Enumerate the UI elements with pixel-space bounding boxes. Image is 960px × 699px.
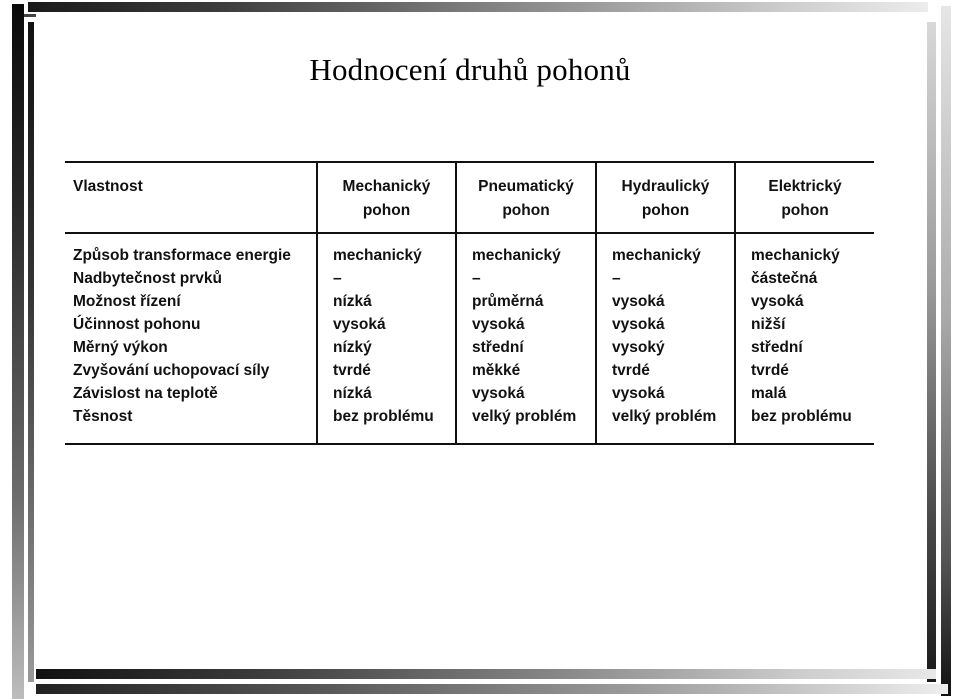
- row-pneumatic: vysoká: [472, 385, 525, 402]
- row-property: Těsnost: [73, 408, 133, 425]
- header-mechanical-line2: pohon: [362, 202, 411, 219]
- header-electric: [736, 175, 874, 223]
- row-mechanical: nízký: [333, 339, 372, 356]
- frame-left-inner-bar: [28, 22, 34, 682]
- row-electric: bez problému: [751, 408, 852, 425]
- header-electric-line1: Elektrický: [768, 178, 842, 195]
- row-hydraulic: vysoká: [612, 316, 665, 333]
- comparison-table: [65, 161, 874, 445]
- row-hydraulic: vysoký: [612, 339, 665, 356]
- header-property-label: Vlastnost: [73, 178, 143, 195]
- row-electric: mechanický: [751, 247, 840, 264]
- row-property: Měrný výkon: [73, 339, 168, 356]
- row-property: Způsob transformace energie: [73, 247, 291, 264]
- row-pneumatic: měkké: [472, 362, 521, 379]
- row-electric: střední: [751, 339, 803, 356]
- table-row: [65, 244, 874, 267]
- header-hydraulic: [597, 175, 734, 223]
- row-hydraulic: velký problém: [612, 408, 717, 425]
- row-electric: malá: [751, 385, 787, 402]
- row-mechanical: nízká: [333, 293, 372, 310]
- row-mechanical: mechanický: [333, 247, 422, 264]
- table-row: [65, 382, 874, 405]
- table-row: [65, 336, 874, 359]
- frame-right-bar: [927, 22, 936, 682]
- header-mechanical-line1: Mechanický: [342, 178, 431, 195]
- frame-bottom-bar: [36, 669, 936, 679]
- row-hydraulic: –: [612, 270, 621, 287]
- header-pneumatic-line2: pohon: [502, 202, 550, 219]
- frame-bottom-outer-bar: [36, 684, 948, 694]
- row-property: Účinnost pohonu: [73, 316, 201, 333]
- header-property: [73, 175, 313, 199]
- row-mechanical: vysoká: [333, 316, 386, 333]
- table-row: [65, 313, 874, 336]
- row-mechanical: bez problému: [333, 408, 434, 425]
- table-row: [65, 359, 874, 382]
- frame-top-bar: [28, 2, 928, 12]
- row-property: Možnost řízení: [73, 293, 181, 310]
- table-row: [65, 405, 874, 428]
- row-hydraulic: tvrdé: [612, 362, 650, 379]
- row-property: Závislost na teplotě: [73, 385, 218, 402]
- row-property: Zvyšování uchopovací síly: [73, 362, 270, 379]
- row-hydraulic: mechanický: [612, 247, 701, 264]
- table-row: [65, 267, 874, 290]
- row-electric: tvrdé: [751, 362, 789, 379]
- header-hydraulic-line1: Hydraulický: [621, 178, 710, 195]
- row-electric: nižší: [751, 316, 786, 333]
- row-pneumatic: mechanický: [472, 247, 561, 264]
- row-pneumatic: průměrná: [472, 293, 544, 310]
- slide-title: Hodnocení druhů pohonů: [309, 52, 631, 87]
- header-pneumatic-line1: Pneumatický: [478, 178, 574, 195]
- header-mechanical: [318, 175, 455, 223]
- row-mechanical: nízká: [333, 385, 372, 402]
- row-pneumatic: vysoká: [472, 316, 525, 333]
- row-electric: vysoká: [751, 293, 804, 310]
- header-rule: [65, 232, 874, 234]
- row-pneumatic: velký problém: [472, 408, 577, 425]
- row-property: Nadbytečnost prvků: [73, 270, 223, 287]
- frame-left-bar: [12, 4, 24, 699]
- row-hydraulic: vysoká: [612, 385, 665, 402]
- frame-top-accent: [24, 14, 36, 17]
- row-mechanical: –: [333, 270, 342, 287]
- row-pneumatic: –: [472, 270, 481, 287]
- header-pneumatic: [457, 175, 595, 223]
- header-hydraulic-line2: pohon: [641, 202, 690, 219]
- header-electric-line2: pohon: [781, 202, 829, 219]
- row-pneumatic: střední: [472, 339, 524, 356]
- row-hydraulic: vysoká: [612, 293, 665, 310]
- frame-right-outer-bar: [941, 6, 951, 696]
- table-row: [65, 290, 874, 313]
- row-mechanical: tvrdé: [333, 362, 371, 379]
- row-electric: částečná: [751, 270, 818, 287]
